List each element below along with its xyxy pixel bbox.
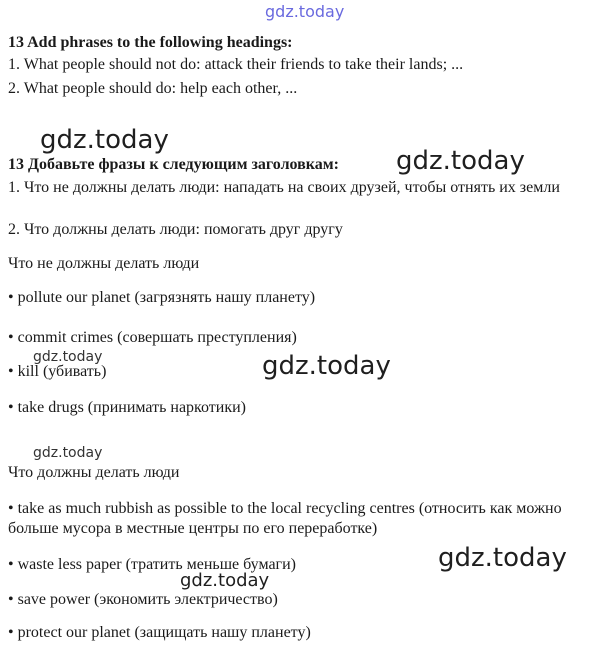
watermark-large-right: gdz.today [396, 146, 525, 176]
should-bullet: • waste less paper (тратить меньше бумаги) [8, 556, 297, 573]
english-item-2: 2. What people should do: help each other, ... [8, 80, 298, 97]
watermark-small: gdz.today [33, 349, 103, 365]
watermark-large-middle: gdz.today [262, 351, 391, 381]
should-bullet: • protect our planet (защищать нашу планету) [8, 624, 311, 641]
english-heading: 13 Add phrases to the following headings: [8, 34, 293, 51]
should-title: Что должны делать люди [8, 464, 180, 481]
watermark-large-lower: gdz.today [438, 543, 567, 573]
russian-heading: 13 Добавьте фразы к следующим заголовкам: [8, 156, 339, 173]
should-bullet: • take as much rubbish as possible to the local recycling centres (относить как можно больше мусора в местные центры по его переработке) [8, 500, 562, 537]
russian-item-2: 2. Что должны делать люди: помогать друг другу [8, 221, 343, 238]
should-not-bullet: • take drugs (принимать наркотики) [8, 399, 247, 416]
watermark-top: gdz.today [265, 2, 345, 21]
watermark-medium: gdz.today [180, 570, 270, 591]
should-not-bullet: • pollute our planet (загрязнять нашу планету) [8, 289, 316, 306]
should-not-bullet: • commit crimes (совершать преступления) [8, 329, 297, 346]
english-item-1: 1. What people should not do: attack their friends to take their lands; ... [8, 56, 464, 73]
watermark-small: gdz.today [33, 445, 103, 461]
should-not-title: Что не должны делать люди [8, 255, 200, 272]
should-bullet: • save power (экономить электричество) [8, 591, 278, 608]
should-not-bullet: • kill (убивать) [8, 363, 107, 380]
watermark-large-left: gdz.today [40, 125, 169, 155]
russian-item-1: 1. Что не должны делать люди: нападать на своих друзей, чтобы отнять их земли [8, 179, 560, 196]
